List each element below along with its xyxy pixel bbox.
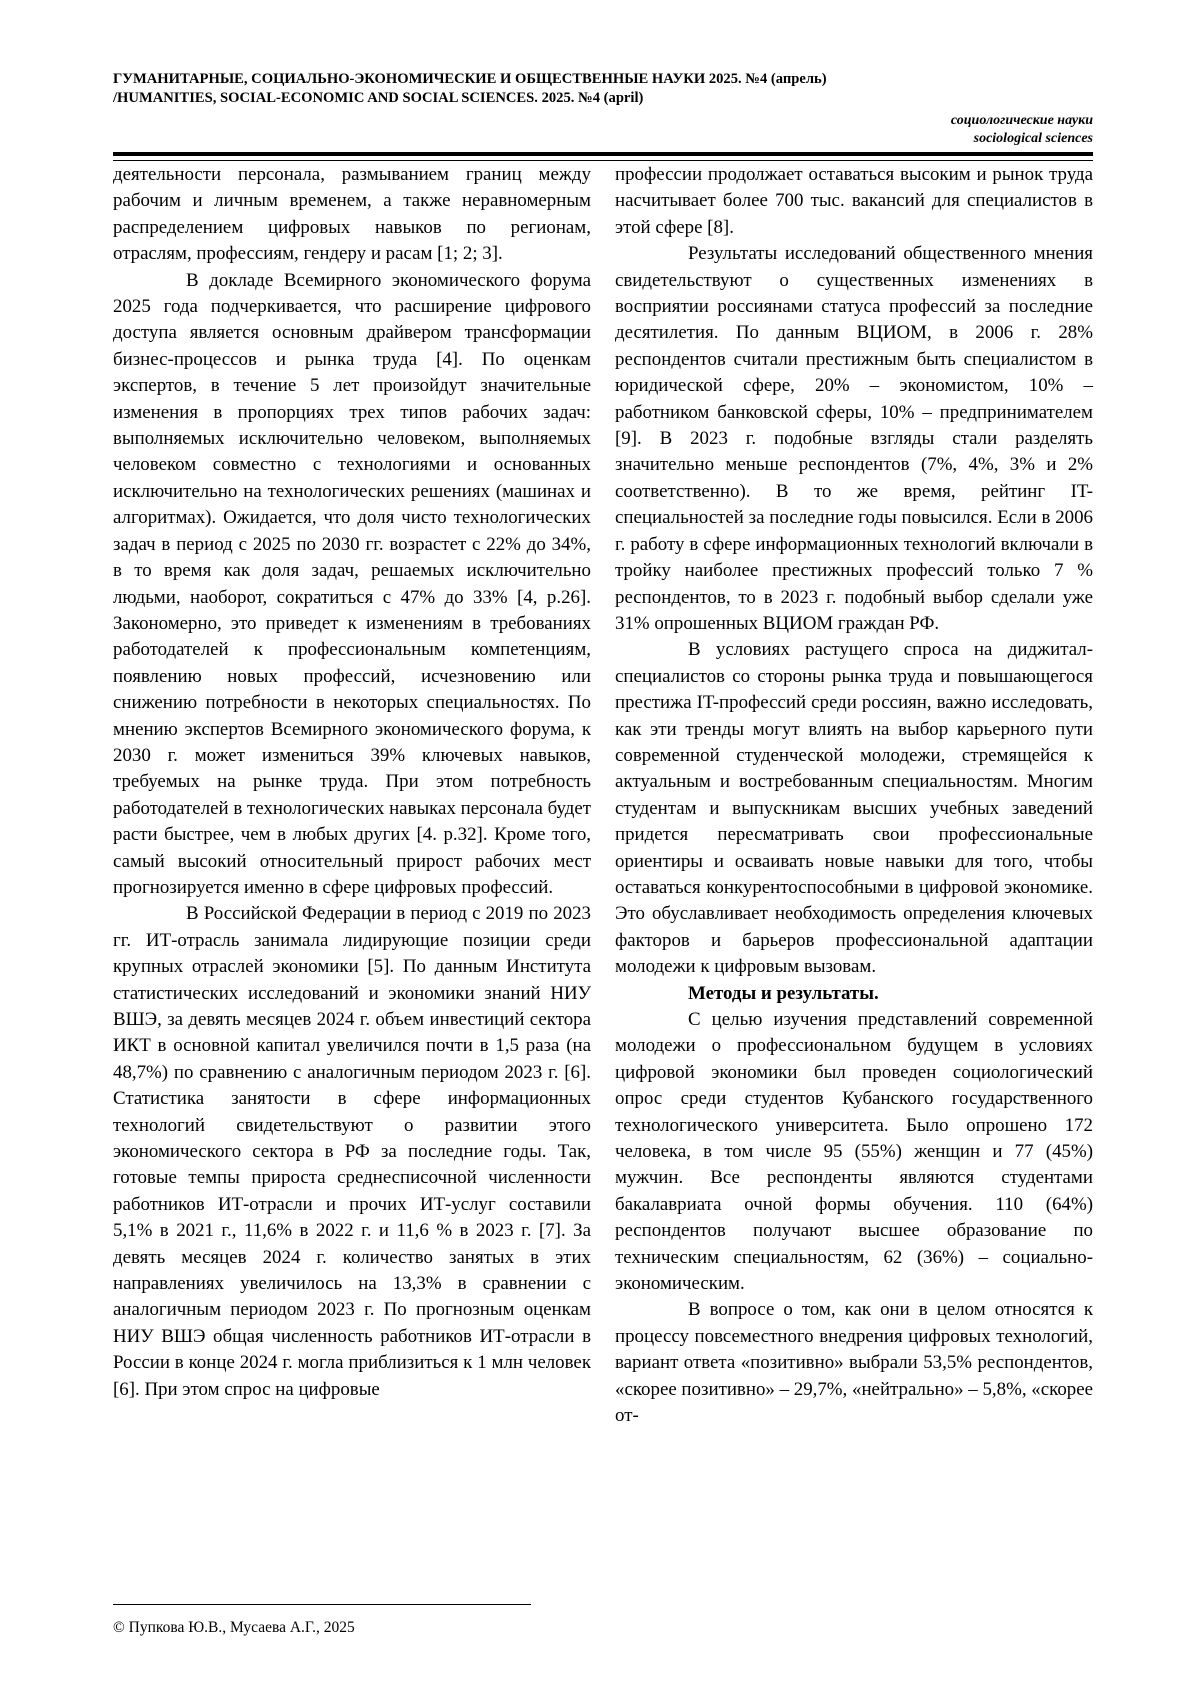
right-column <box>615 162 1093 1430</box>
paragraph: профессии продолжает оставаться высоким и рынок труда насчитывает более 700 тыс. вакансий для специалистов в этой сфере [8]. <box>615 164 1093 238</box>
left-column <box>113 162 591 1403</box>
paragraph: В условиях растущего спроса на диджитал-специалистов со стороны рынка труда и повышающегося престижа IT-профессий среди россиян, важно исследовать, как эти тренды могут влиять на выбор карьерного пути современной студенческой молодежи, стремящейся к актуальным и востребованным специальностям. Многим студентам и выпускникам высших учебных заведений придется пересматривать свои профессиональные ориентиры и осваивать новые навыки для того, чтобы оставаться конкурентоспособными в цифровой экономике. Это обуславливает необходимость определения ключевых факторов и барьеров профессиональной адаптации молодежи к цифровым вызовам. <box>615 639 1093 978</box>
journal-title-ru: ГУМАНИТАРНЫЕ, СОЦИАЛЬНО-ЭКОНОМИЧЕСКИЕ И ОБЩЕСТВЕННЫЕ НАУКИ 2025. №4 (апрель) <box>113 71 827 87</box>
journal-title-en: /HUMANITIES, SOCIAL-ECONOMIC AND SOCIAL SCIENCES. 2025. №4 (april) <box>113 90 644 106</box>
journal-header <box>113 70 1093 108</box>
header-rule-thin <box>113 160 1093 161</box>
footnote-rule <box>113 1604 531 1605</box>
section-label <box>951 112 1093 148</box>
section-heading: Методы и результаты. <box>688 982 879 1004</box>
paragraph: В докладе Всемирного экономического форума 2025 года подчеркивается, что расширение цифрового доступа является основным драйвером трансформации бизнес-процессов и рынка труда [4]. По оценкам экспертов, в течение 5 лет произойдут значительные изменения в пропорциях трех типов рабочих задач: выполняемых исключительно человеком, выполняемых человеком совместно с технологиями и основанных исключительно на технологических решениях (машинах и алгоритмах). Ожидается, что доля чисто технологических задач в период с 2025 по 2030 гг. возрастет с 22% до 34%, в то время как доля задач, решаемых исключительно людьми, наоборот, сократиться с 47% до 33% [4, p.26]. Закономерно, это приведет к изменениям в требованиях работодателей к профессиональным компетенциям, появлению новых профессий, исчезновению или снижению потребности в некоторых специальностях. По мнению экспертов Всемирного экономического форума, к 2030 г. может измениться 39% ключевых навыков, требуемых на рынке труда. При этом потребность работодателей в технологических навыках персонала будет расти быстрее, чем в любых других [4. p.32]. Кроме того, самый высокий относительный прирост рабочих мест прогнозируется именно в сфере цифровых профессий. <box>113 269 591 898</box>
paragraph: В Российской Федерации в период с 2019 по 2023 гг. ИТ-отрасль занимала лидирующие позиции среди крупных отраслей экономики [5]. По данным Института статистических исследований и экономики знаний НИУ ВШЭ, за девять месяцев 2024 г. объем инвестиций сектора ИКТ в основной капитал увеличился почти в 1,5 раза (на 48,7%) по сравнению с аналогичным периодом 2023 г. [6]. Статистика занятости в сфере информационных технологий свидетельствуют о развитии этого экономического сектора в РФ за последние годы. Так, готовые темпы прироста среднесписочной численности работников ИТ-отрасли и прочих ИТ-услуг составили 5,1% в 2021 г., 11,6% в 2022 г. и 11,6 % в 2023 г. [7]. За девять месяцев 2024 г. количество занятых в этих направлениях увеличилось на 13,3% в сравнении с аналогичным периодом 2023 г. По прогнозным оценкам НИУ ВШЭ общая численность работников ИТ-отрасли в России в конце 2024 г. могла приблизиться к 1 млн человек [6]. При этом спрос на цифровые <box>113 903 591 1400</box>
copyright-footnote: © Пупкова Ю.В., Мусаева А.Г., 2025 <box>113 1619 355 1636</box>
paragraph: В вопросе о том, как они в целом относятся к процессу повсеместного внедрения цифровых технологий, вариант ответа «позитивно» выбрали 53,5% респондентов, «скорее позитивно» – 29,7%, «нейтрально» – 5,8%, «скорее от- <box>615 1299 1093 1427</box>
header-rule-thick <box>113 152 1093 156</box>
paragraph: Результаты исследований общественного мнения свидетельствуют о существенных изменениях в восприятии россиянами статуса профессий за последние десятилетия. По данным ВЦИОМ, в 2006 г. 28% респондентов считали престижным быть специалистом в юридической сфере, 20% – экономистом, 10% – работником банковской сферы, 10% – предпринимателем [9]. В 2023 г. подобные взгляды стали разделять значительно меньше респондентов (7%, 4%, 3% и 2% соответственно). В то же время, рейтинг IT-специальностей за последние годы повысился. Если в 2006 г. работу в сфере информационных технологий включали в тройку наиболее престижных профессий только 7 % респондентов, то в 2023 г. подобный выбор сделали уже 31% опрошенных ВЦИОМ граждан РФ. <box>615 243 1093 634</box>
section-label-ru: социологические науки <box>950 113 1093 128</box>
paragraph: деятельности персонала, размыванием границ между рабочим и личным временем, а также неравномерным распределением цифровых навыков по регионам, отраслям, профессиям, гендеру и расам [1; 2; 3]. <box>113 164 591 265</box>
paragraph: С целью изучения представлений современной молодежи о профессиональном будущем в условиях цифровой экономики был проведен социологический опрос среди студентов Кубанского государственного технологического университета. Было опрошено 172 человека, в том числе 95 (55%) женщин и 77 (45%) мужчин. Все респонденты являются студентами бакалавриата очной формы обучения. 110 (64%) респондентов получают высшее образование по техническим специальностям, 62 (36%) – социально-экономическим. <box>615 1009 1093 1295</box>
section-label-en: sociological sciences <box>973 131 1093 146</box>
